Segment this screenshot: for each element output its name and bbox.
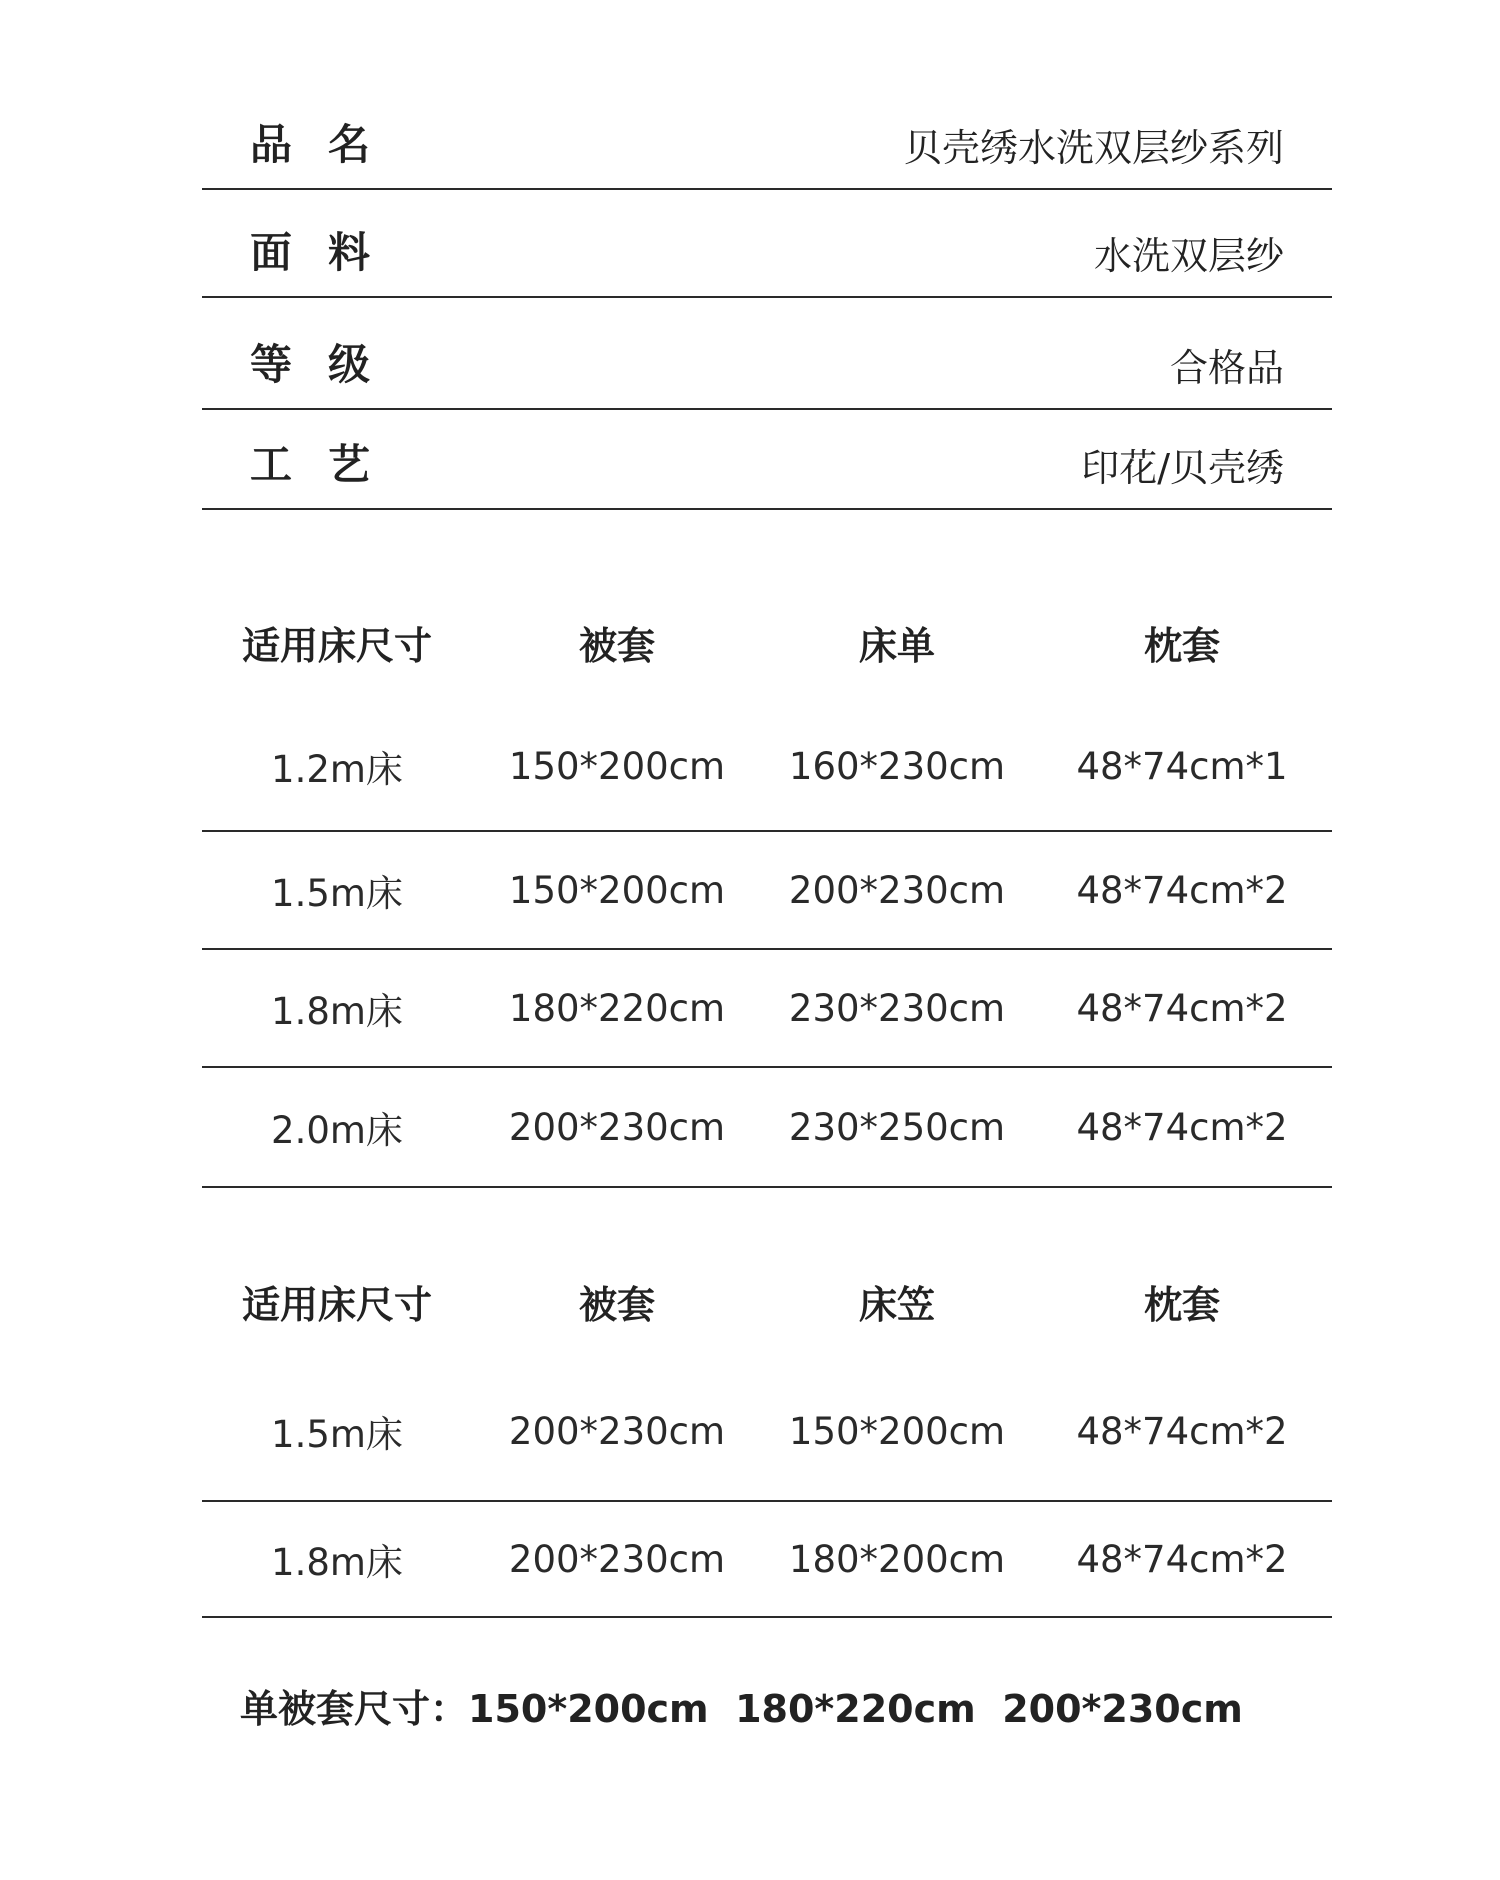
- table-row: [202, 1362, 1332, 1502]
- table-cell: 1.2m床: [271, 748, 403, 791]
- table-cell: 48*74cm*2: [1076, 1105, 1288, 1149]
- product-info: [202, 0, 1332, 510]
- table-cell: 160*230cm: [788, 744, 1006, 788]
- table-cell: 180*220cm: [508, 986, 726, 1030]
- header-cell: 枕套: [1143, 1282, 1220, 1327]
- table-cell: 230*230cm: [788, 986, 1006, 1030]
- header-cell: 适用床尺寸: [241, 1282, 432, 1327]
- table-cell: 200*230cm: [508, 1409, 726, 1453]
- table-header: [202, 582, 1332, 702]
- header-cell: 床单: [858, 623, 935, 668]
- table-cell: 2.0m床: [271, 1109, 403, 1152]
- table-cell: 200*230cm: [788, 868, 1006, 912]
- table-cell: 1.8m床: [271, 990, 403, 1033]
- table-cell: 48*74cm*1: [1076, 744, 1288, 788]
- info-label: 面料: [250, 228, 407, 277]
- info-row-craft: [202, 410, 1332, 510]
- table-cell: 1.8m床: [271, 1541, 403, 1584]
- info-value: 合格品: [1169, 346, 1284, 390]
- table-cell: 48*74cm*2: [1076, 868, 1288, 912]
- info-value: 贝壳绣水洗双层纱系列: [903, 126, 1284, 170]
- table-row: [202, 950, 1332, 1068]
- header-cell: 被套: [578, 623, 655, 668]
- table-cell: 200*230cm: [508, 1537, 726, 1581]
- info-label: 工艺: [250, 440, 407, 489]
- table-cell: 48*74cm*2: [1076, 1409, 1288, 1453]
- duvet-size-note: 单被套尺寸：150*200cm 180*220cm 200*230cm: [240, 1687, 1243, 1731]
- size-table-fitted: [202, 1240, 1332, 1618]
- table-cell: 200*230cm: [508, 1105, 726, 1149]
- table-row: [202, 1502, 1332, 1618]
- table-cell: 1.5m床: [271, 1413, 403, 1456]
- info-row-fabric: [202, 190, 1332, 298]
- table-cell: 48*74cm*2: [1076, 986, 1288, 1030]
- header-cell: 枕套: [1143, 623, 1220, 668]
- header-cell: 适用床尺寸: [241, 623, 432, 668]
- table-cell: 1.5m床: [271, 872, 403, 915]
- table-row: [202, 1068, 1332, 1188]
- table-cell: 230*250cm: [788, 1105, 1006, 1149]
- table-row: [202, 702, 1332, 832]
- info-value: 印花/贝壳绣: [1081, 446, 1284, 490]
- info-label: 品名: [250, 120, 407, 169]
- table-cell: 150*200cm: [508, 868, 726, 912]
- info-row-name: [202, 0, 1332, 190]
- info-row-grade: [202, 298, 1332, 410]
- table-cell: 48*74cm*2: [1076, 1537, 1288, 1581]
- header-cell: 被套: [578, 1282, 655, 1327]
- header-cell: 床笠: [858, 1282, 935, 1327]
- info-label: 等级: [250, 340, 407, 389]
- table-cell: 180*200cm: [788, 1537, 1006, 1581]
- table-row: [202, 832, 1332, 950]
- table-cell: 150*200cm: [788, 1409, 1006, 1453]
- info-value: 水洗双层纱: [1093, 234, 1284, 278]
- table-cell: 150*200cm: [508, 744, 726, 788]
- size-table-sheet: [202, 582, 1332, 1188]
- table-header: [202, 1240, 1332, 1362]
